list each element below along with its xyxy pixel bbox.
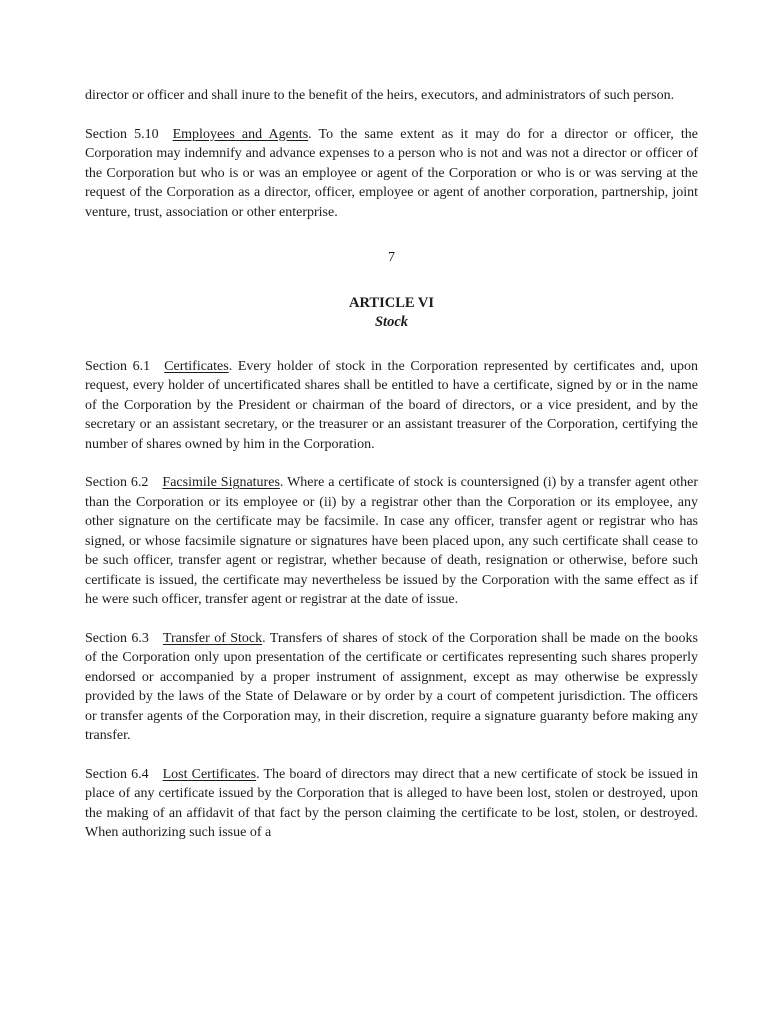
section-body: . To the same extent as it may do for a director or officer, the Corporation may indemnify and advance expenses to a person who is not and was not a director or officer of the Corporation but who is or was an employee or agent of the Corporation or who is or was serving at the request of the Corporation as a director, officer, employee or agent of another corporation, partnership, joint venture, trust, association or other enterprise. xyxy=(85,126,698,220)
page-number: 7 xyxy=(388,250,395,265)
section-title: Lost Certificates xyxy=(162,766,257,782)
section-title: Certificates xyxy=(164,358,229,374)
section-number: Section 6.3 xyxy=(85,630,149,646)
article-heading: ARTICLE VI xyxy=(348,294,435,311)
section-6-3-paragraph xyxy=(85,629,698,746)
section-title: Facsimile Signatures xyxy=(162,475,280,490)
section-number: Section 6.2 xyxy=(85,475,149,490)
section-number: Section 5.10 xyxy=(85,126,159,142)
section-title: Transfer of Stock xyxy=(162,630,263,646)
intro-paragraph-text: director or officer and shall inure to the benefit of the heirs, executors, and administrators of such person. xyxy=(85,88,675,103)
section-5-10-paragraph xyxy=(85,125,698,223)
article-subheading: Stock xyxy=(374,314,409,330)
section-body: . Where a certificate of stock is countersigned (i) by a transfer agent other than the Corporation or its employee or (ii) by a registrar other than the Corporation or its employee, any other signature on the certificate may be facsimile. In case any officer, transfer agent or registrar who has signed, or whose facsimile signature or signatures have been placed upon, any such certificate shall cease to be such officer, transfer agent or registrar, whether because of death, resignation or otherwise, before such certificate is issued, the certificate may nevertheless be issued by the Corporation with the same effect as if he were such officer, transfer agent or registrar at the date of issue. xyxy=(85,475,698,607)
section-number: Section 6.1 xyxy=(85,358,151,374)
section-body: . The board of directors may direct that a new certificate of stock be issued in place of any certificate issued by the Corporation that is alleged to have been lost, stolen or destroyed, upon the making of an affidavit of that fact by the person claiming the certificate to be lost, stolen, or destroyed. When authorizing such issue of a xyxy=(85,766,699,840)
section-6-1-paragraph xyxy=(85,357,698,455)
section-body: . Every holder of stock in the Corporation represented by certificates and, upon request, every holder of uncertificated shares shall be entitled to have a certificate, signed by or in the name of the Corporation by the President or chairman of the board of directors, or a vice president, and by the secretary or an assistant secretary, or the treasurer or an assistant treasurer of the Corporation, certifying the number of shares owned by him in the Corporation. xyxy=(85,358,698,452)
section-title: Employees and Agents xyxy=(172,126,309,142)
section-6-2-paragraph xyxy=(85,473,698,610)
intro-paragraph xyxy=(85,86,698,106)
section-body: . Transfers of shares of stock of the Corporation shall be made on the books of the Corporation only upon presentation of the certificate or certificates representing such shares properly endorsed or accompanied by a proper instrument of assignment, except as may otherwise be expressly provided by the laws of the State of Delaware or by order by a court of competent jurisdiction. The officers or transfer agents of the Corporation may, in their discretion, require a signature guaranty before making any transfer. xyxy=(85,630,698,743)
section-6-4-paragraph xyxy=(85,765,698,843)
section-number: Section 6.4 xyxy=(85,766,149,782)
